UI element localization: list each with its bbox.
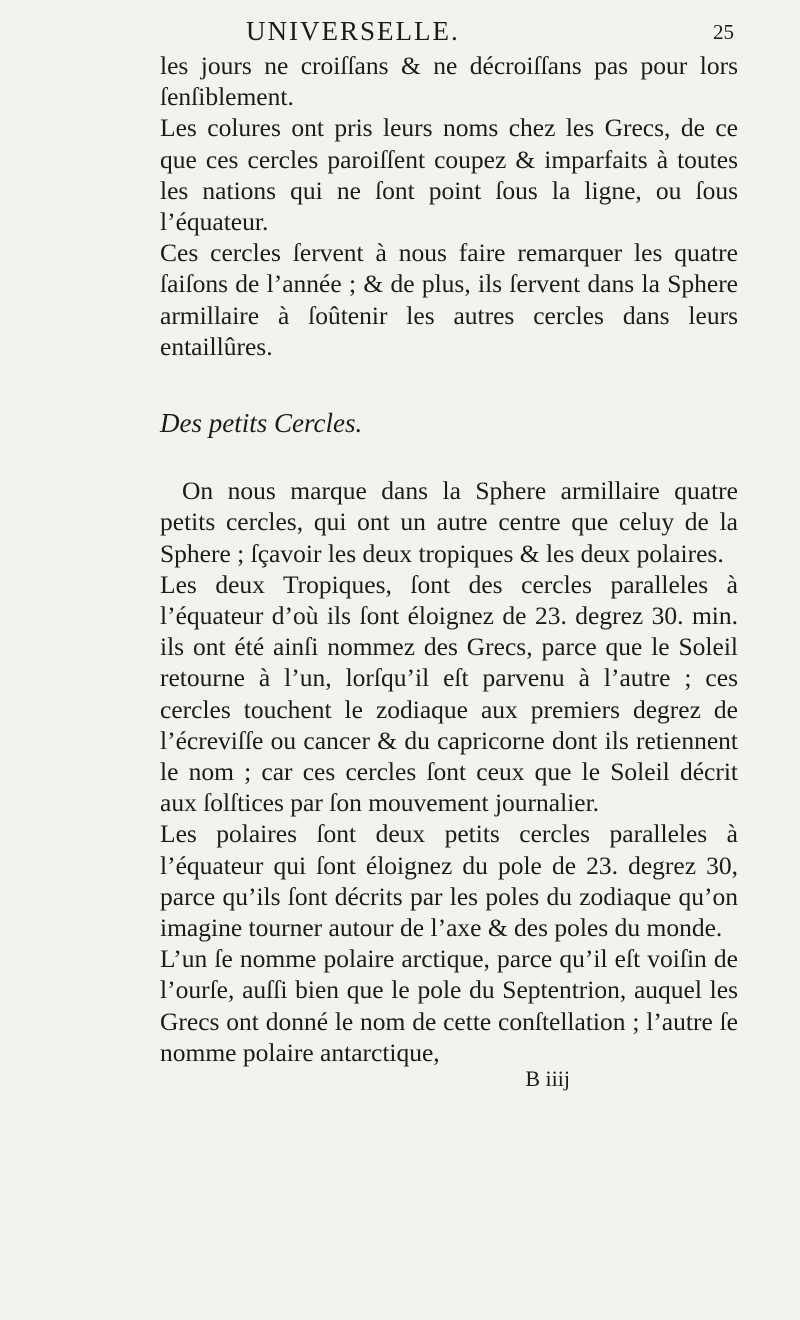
- running-head: [160, 16, 738, 50]
- section-heading: Des petits Cercles.: [160, 408, 363, 439]
- paragraph: les jours ne croiſſans & ne décroiſſans pas pour lors ſenſiblement.: [160, 51, 738, 112]
- paragraph: Les colures ont pris leurs noms chez les Grecs, de ce que ces cercles paroiſſent coupez & imparfaits à toutes les nations qui ne ſont point ſous la ligne, ou ſous l’équateur.: [160, 113, 738, 237]
- running-head-title: UNIVERSELLE.: [246, 16, 460, 46]
- paragraph: On nous marque dans la Sphere armillaire quatre petits cercles, qui ont un autre centre que celuy de la Sphere ; ſçavoir les deux tropiques & les deux polaires.: [160, 476, 738, 568]
- paragraph: L’un ſe nomme polaire arctique, parce qu’il eſt voiſin de l’ourſe, auſſi bien que le pole du Septentrion, auquel les Grecs ont donné le nom de cette conſtellation ; l’autre ſe nomme polaire antarctique,: [160, 944, 738, 1067]
- paragraph: Les deux Tropiques, ſont des cercles paralleles à l’équateur d’où ils ſont éloignez de 23. degrez 30. min. ils ont été ainſi nommez des Grecs, parce que le Soleil retourne à l’un, lorſqu’il eſt parvenu à l’autre ; ces cercles touchent le zodiaque aux premiers degrez de l’écreviſſe ou cancer & du capricorne dont ils retiennent le nom ; car ces cercles ſont ceux que le Soleil décrit aux ſolſtices par ſon mouvement journalier.: [160, 569, 738, 818]
- page-number: 25: [713, 20, 734, 44]
- paragraph: Les polaires ſont deux petits cercles paralleles à l’équateur qui ſont éloignez du pole de 23. degrez 30, parce qu’ils ſont décrits par les poles du zodiaque qu’on imagine tourner autour de l’axe & des poles du monde.: [160, 819, 738, 943]
- signature-mark: B iiij: [525, 1066, 570, 1092]
- paragraph: Ces cercles ſervent à nous faire remarquer les quatre ſaiſons de l’année ; & de plus, ils ſervent dans la Sphere armillaire à ſoûtenir les autres cercles dans leurs entaillûres.: [160, 238, 738, 361]
- body-text: [160, 50, 738, 1068]
